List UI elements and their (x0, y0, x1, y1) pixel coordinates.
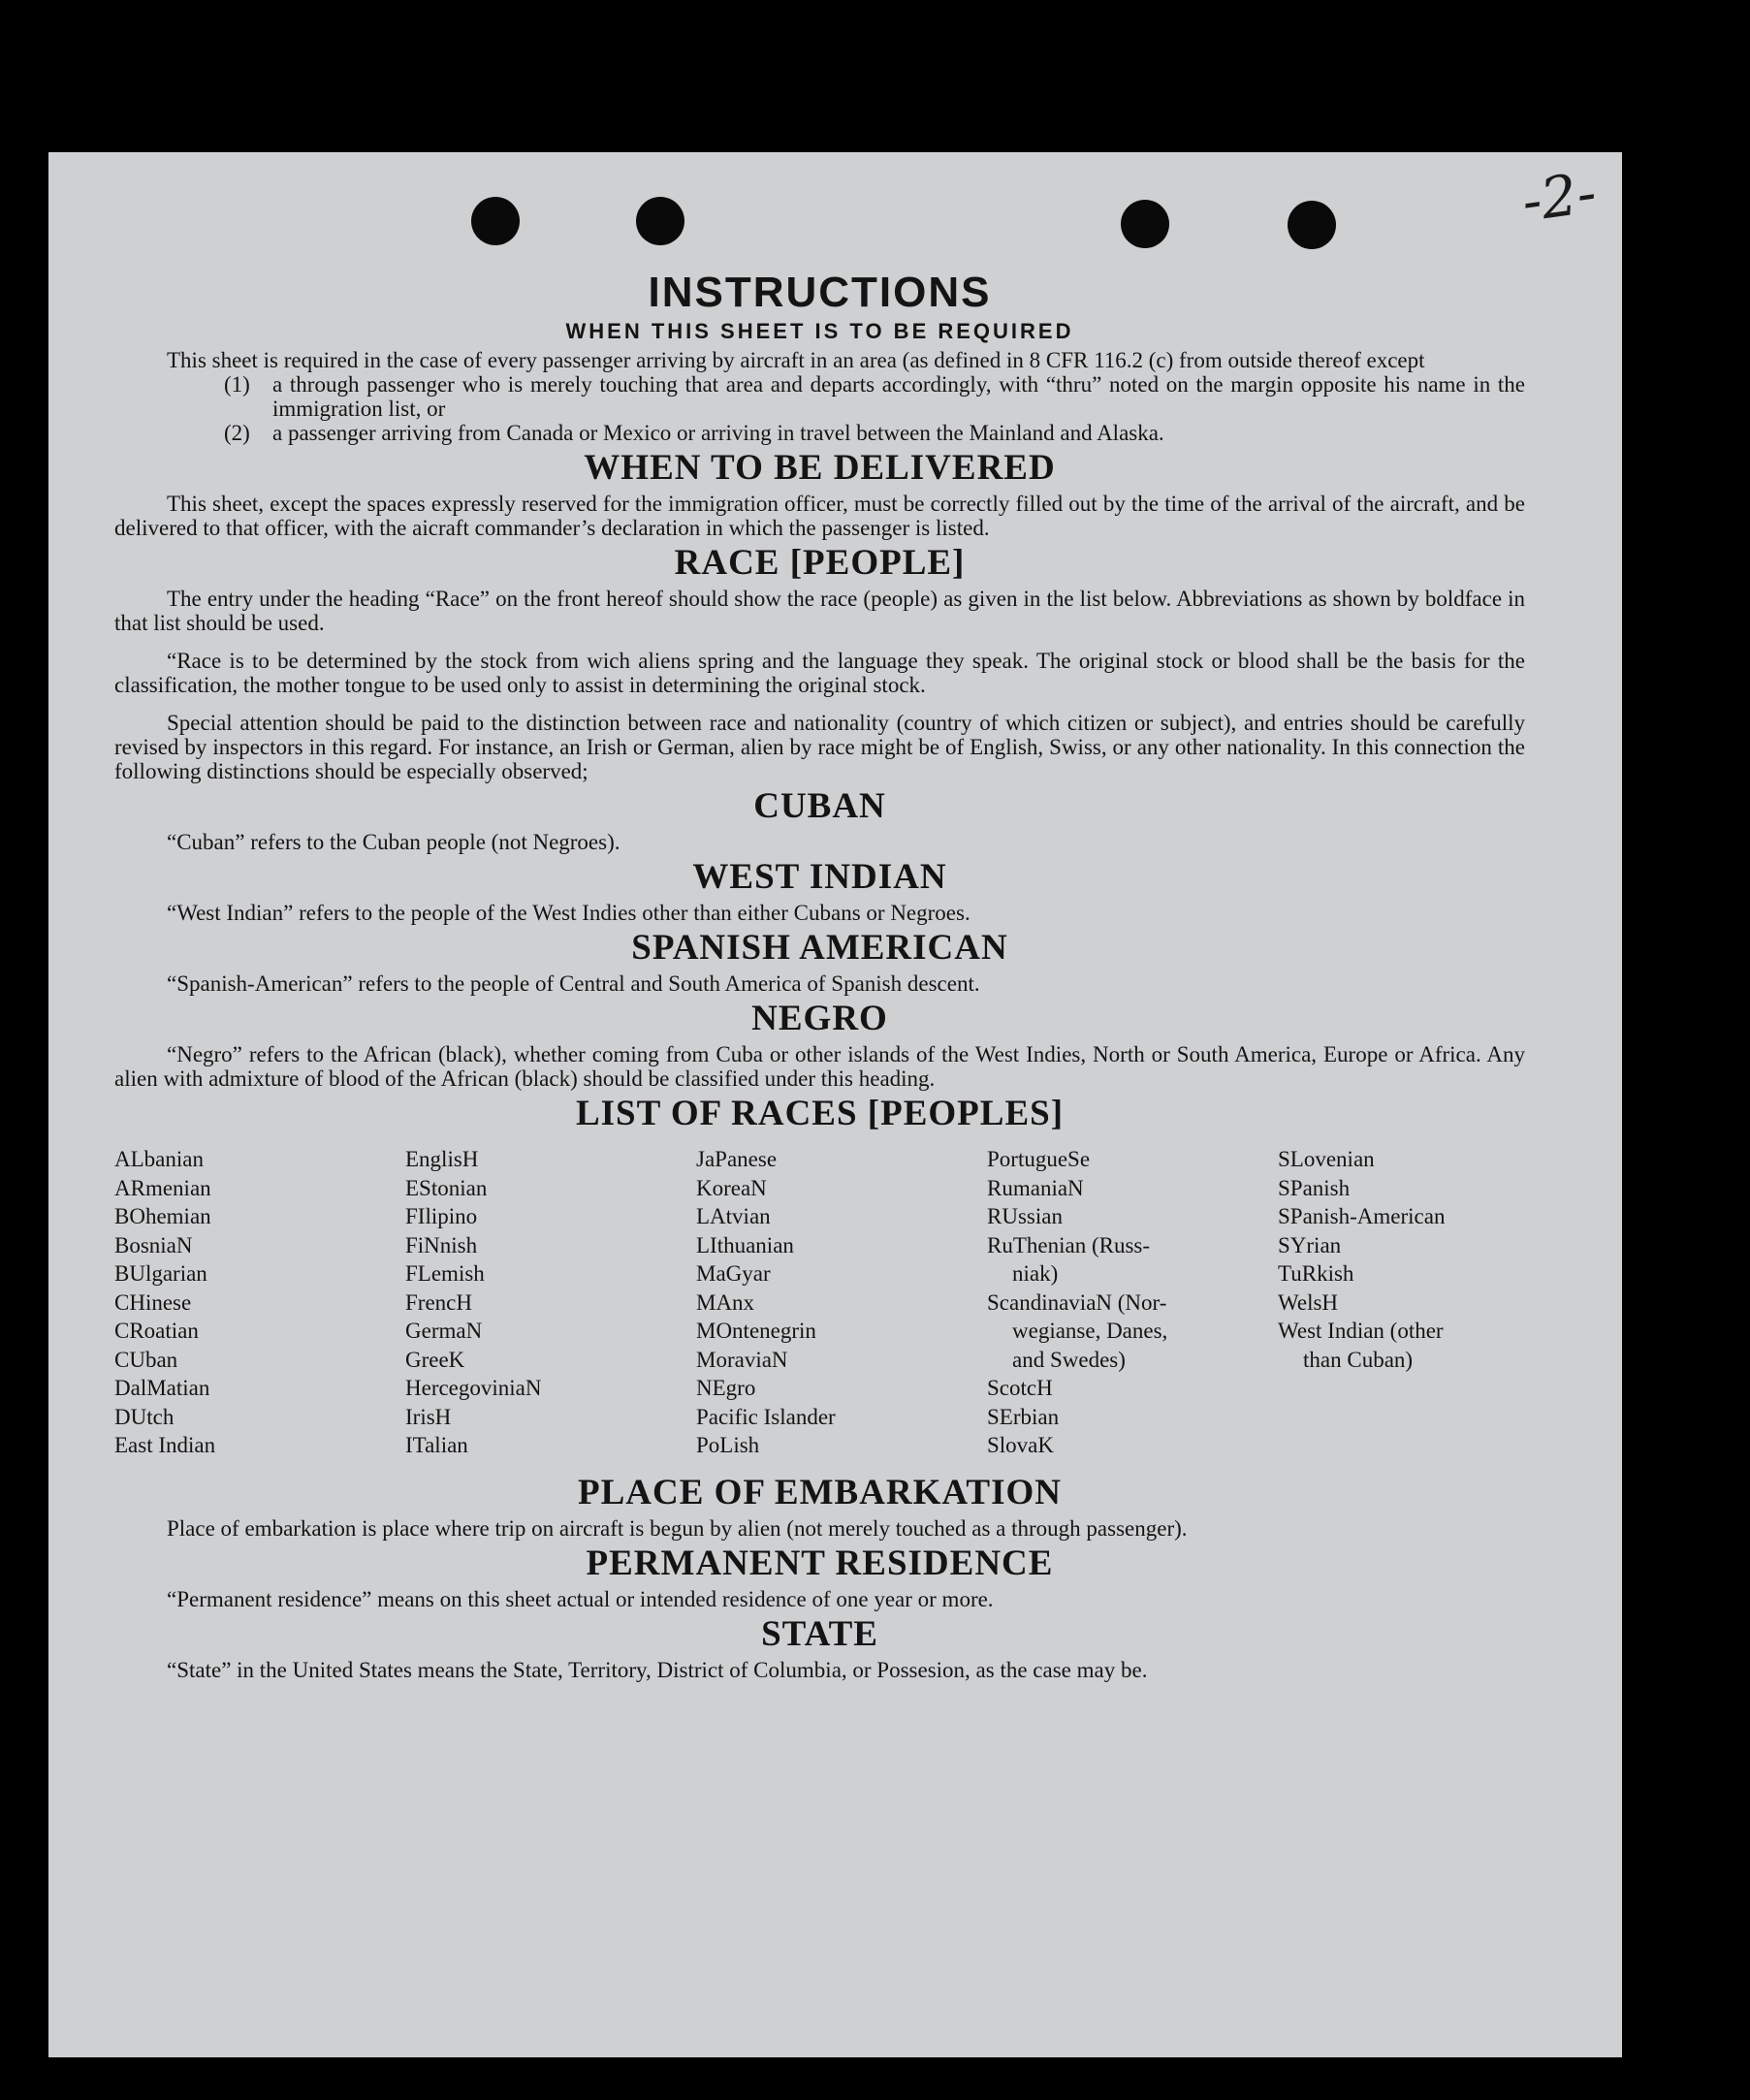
spanish-american-text: “Spanish-American” refers to the people of Central and South America of Spanish descent. (167, 971, 980, 996)
race-list-item: CRoatian (114, 1319, 199, 1343)
punch-hole (636, 197, 684, 245)
race-list-item: TuRkish (1278, 1261, 1354, 1286)
race-list-item: MAnx (696, 1289, 755, 1315)
race-column (696, 1145, 987, 1460)
cuban-text: “Cuban” refers to the Cuban people (not Negroes). (167, 830, 620, 854)
race-paragraph-2: “Race is to be determined by the stock from wich aliens spring and the language they speak. The original stock or blood shall be the basis for the classification, the mother tongue to be used only to assist in determining the original stock. (114, 649, 1525, 697)
race-column (114, 1145, 405, 1460)
residence-text: “Permanent residence” means on this sheet actual or intended residence of one year or more. (167, 1586, 994, 1611)
section-heading-cuban: CUBAN (753, 786, 886, 826)
race-list-item: GermaN (405, 1319, 483, 1343)
race-list-item: East Indian (114, 1433, 216, 1457)
race-list-item: BosniaN (114, 1232, 193, 1257)
race-column (405, 1145, 696, 1460)
race-list-item: DUtch (114, 1404, 175, 1429)
instructions-intro: This sheet is required in the case of every passenger arriving by aircraft in an area (as defined in 8 CFR 116.2 (c) from outside thereof except (167, 348, 1425, 372)
race-list-item: RumaniaN (987, 1175, 1084, 1200)
section-heading-spanish-american: SPANISH AMERICAN (631, 928, 1008, 968)
race-list-item: CUban (114, 1347, 178, 1372)
race-list-item: IrisH (405, 1404, 452, 1429)
race-list-item: FIlipino (405, 1204, 478, 1228)
race-list-item: West Indian (other (1278, 1319, 1444, 1343)
race-list-item: MaGyar (696, 1261, 771, 1286)
race-list-item: and Swedes) (1012, 1347, 1126, 1372)
race-list-item: SlovaK (987, 1433, 1054, 1457)
race-list-item: ITalian (405, 1433, 468, 1457)
exception-item (224, 421, 1525, 445)
race-list-item: ScandinaviaN (Nor- (987, 1289, 1167, 1315)
race-list-item: SYrian (1278, 1232, 1342, 1257)
section-heading-embarkation: PLACE OF EMBARKATION (578, 1472, 1062, 1512)
race-list-item: LAtvian (696, 1204, 771, 1228)
race-list-item: DalMatian (114, 1376, 210, 1400)
race-paragraph-1: The entry under the heading “Race” on the front hereof should show the race (people) as given in the list below. Abbreviations as shown by boldface in that list should be used. (114, 587, 1525, 635)
west-indian-text: “West Indian” refers to the people of the West Indies other than either Cubans or Negroes. (167, 901, 970, 925)
exception-text: a passenger arriving from Canada or Mexico or arriving in travel between the Mainland and Alaska. (272, 421, 1164, 445)
section-heading-negro: NEGRO (751, 999, 888, 1038)
race-list-item: ScotcH (987, 1376, 1053, 1400)
race-paragraph-3: Special attention should be paid to the distinction between race and nationality (country of which citizen or subject), and entries should be carefully revised by inspectors in this regard. For instance, an Irish or German, alien by race might be of English, Swiss, or any other nationality. In this connection the following distinctions should be especially observed; (114, 711, 1525, 783)
punch-hole (1288, 201, 1336, 249)
race-list-item: FiNnish (405, 1232, 478, 1257)
race-list-item: SLovenian (1278, 1147, 1375, 1171)
race-list-item: SPanish-American (1278, 1204, 1446, 1228)
section-heading-state: STATE (761, 1613, 878, 1654)
page-number: -2- (1517, 159, 1601, 235)
race-list-item: PortugueSe (987, 1147, 1091, 1171)
race-list-item: niak) (1012, 1261, 1059, 1286)
instructions-subtitle: WHEN THIS SHEET IS TO BE REQUIRED (565, 319, 1074, 343)
race-list-item: SErbian (987, 1404, 1060, 1429)
exception-item (224, 372, 1525, 421)
section-heading-race: RACE [PEOPLE] (674, 543, 966, 583)
section-heading-when-delivered: WHEN TO BE DELIVERED (584, 448, 1056, 488)
instructions-title: INSTRUCTIONS (648, 269, 992, 316)
race-column (1278, 1145, 1569, 1460)
section-heading-residence: PERMANENT RESIDENCE (586, 1543, 1054, 1583)
exception-text: a through passenger who is merely touching that area and departs accordingly, with “thru” noted on the margin opposite his name in the immigration list, or (272, 372, 1525, 421)
race-list-item: EStonian (405, 1175, 488, 1200)
race-list-item: EnglisH (405, 1147, 479, 1171)
race-list-item: WelsH (1278, 1289, 1339, 1315)
race-list-item: than Cuban) (1303, 1347, 1414, 1372)
negro-text: “Negro” refers to the African (black), whether coming from Cuba or other islands of the West Indies, North or South America, Europe or Africa. Any alien with admixture of blood of the African (black) should be classified under this heading. (114, 1042, 1525, 1091)
race-list-item: CHinese (114, 1289, 192, 1315)
race-list-item: SPanish (1278, 1175, 1351, 1200)
race-list-item: JaPanese (696, 1147, 778, 1171)
punch-hole (471, 197, 520, 245)
exception-number: (2) (224, 421, 250, 445)
embarkation-text: Place of embarkation is place where trip on aircraft is begun by alien (not merely touched as a through passenger). (167, 1515, 1188, 1541)
exception-number: (1) (224, 372, 250, 397)
race-list-item: MOntenegrin (696, 1319, 816, 1343)
when-delivered-text: This sheet, except the spaces expressly reserved for the immigration officer, must be correctly filled out by the time of the arrival of the aircraft, and be delivered to that officer, with the aicraft commander’s declaration in which the passenger is listed. (114, 492, 1525, 540)
race-list-item: FrencH (405, 1289, 472, 1315)
race-list (114, 1145, 1525, 1460)
race-list-item: FLemish (405, 1261, 485, 1286)
section-heading-list-of-races: LIST OF RACES [PEOPLES] (575, 1094, 1065, 1133)
race-list-item: MoraviaN (696, 1347, 788, 1372)
race-list-item: BOhemian (114, 1204, 211, 1228)
race-list-item: RUssian (987, 1204, 1063, 1228)
race-list-item: RuThenian (Russ- (987, 1232, 1151, 1257)
race-list-item: wegianse, Danes, (1012, 1319, 1168, 1343)
race-list-item: BUlgarian (114, 1261, 207, 1286)
race-column (987, 1145, 1278, 1460)
section-heading-west-indian: WEST INDIAN (692, 857, 947, 897)
document-body (114, 269, 1525, 1682)
document-sheet (48, 152, 1622, 2057)
race-list-item: PoLish (696, 1433, 760, 1457)
race-list-item: ALbanian (114, 1147, 204, 1171)
race-list-item: NEgro (696, 1376, 756, 1400)
punch-hole (1121, 200, 1169, 248)
race-list-item: HercegoviniaN (405, 1376, 542, 1400)
race-list-item: Pacific Islander (696, 1404, 836, 1429)
race-list-item: GreeK (405, 1347, 465, 1372)
race-list-item: ARmenian (114, 1175, 211, 1200)
race-list-item: LIthuanian (696, 1232, 794, 1257)
race-list-item: KoreaN (696, 1175, 767, 1200)
state-text: “State” in the United States means the State, Territory, District of Columbia, or Possesion, as the case may be. (167, 1657, 1148, 1682)
